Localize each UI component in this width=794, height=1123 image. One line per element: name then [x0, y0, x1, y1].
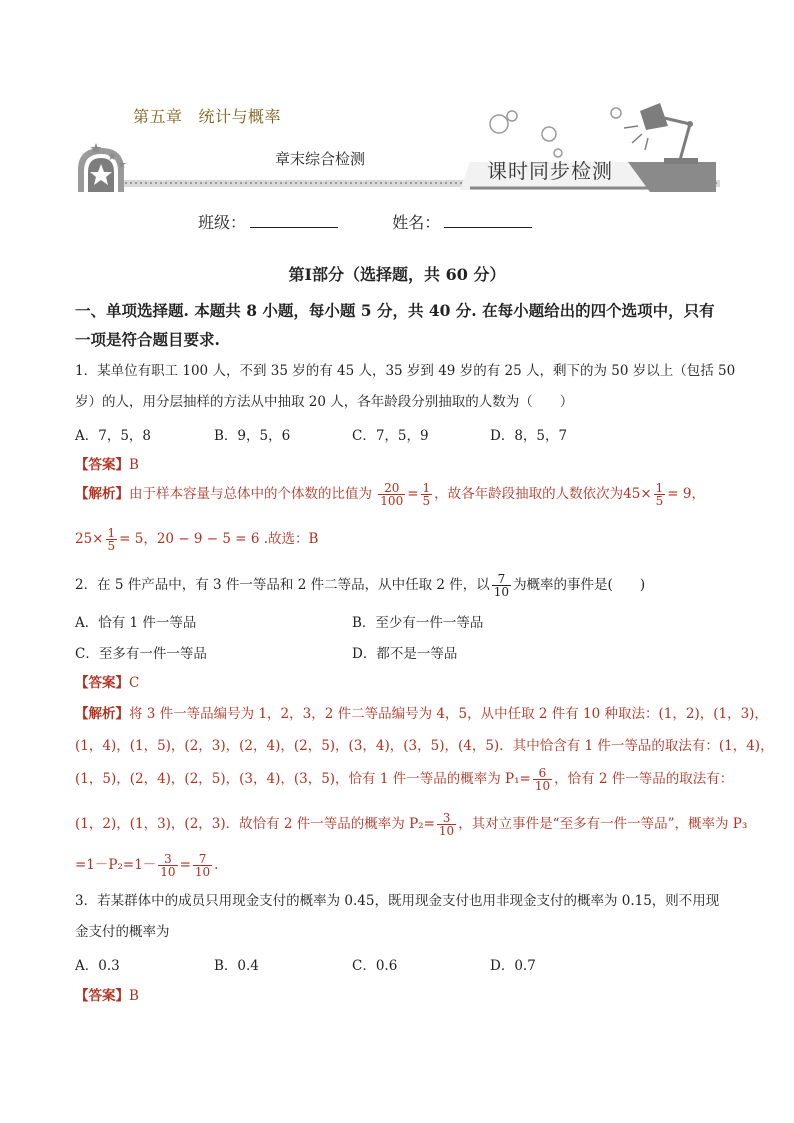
q1-analysis-line2: [75, 527, 318, 552]
q2-stem: [75, 573, 645, 598]
q2-fraction-7-10-result: $\frac{7}{10}$: [194, 852, 211, 879]
q2-analysis-period: .: [214, 857, 219, 873]
q1-analysis-text-a: 由于样本容量与总体中的个体数的比值为: [129, 486, 372, 502]
q2-analysis-text-3a: (1，5)，(2，4)，(2，5)，(3，4)，(3，5)，恰有 1 件一等品的概率为 P₁=: [75, 771, 531, 787]
star-badge-icon: [78, 143, 126, 192]
q1-analysis-tag: 【解析】: [75, 486, 129, 502]
q2-analysis-line3: [75, 767, 733, 792]
bubbles-decoration: [490, 108, 621, 157]
class-field[interactable]: [250, 213, 338, 228]
q3-answer-value: B: [129, 988, 139, 1004]
q1-result-9: = 9，: [667, 486, 705, 502]
chapter-title: [133, 104, 281, 127]
q3-stem-line1: 3．若某群体中的成员只用现金支付的概率为 0.45，既用现金支付也用非现金支付的概率为 0.15，则不用现: [75, 893, 720, 909]
desk-lamp-icon: [624, 103, 698, 164]
q1-multiply-25: 25×: [75, 531, 104, 547]
page-subtitle: 章末综合检测: [275, 150, 366, 168]
q2-answer-tag: 【答案】: [75, 675, 129, 691]
q2-analysis-text-4b: ，其对立事件是“至多有一件一等品”，概率为 P₃: [458, 816, 748, 832]
q1-multiply-45: 45×: [623, 486, 652, 502]
part-title: 第Ⅰ部分（选择题，共 60 分）: [288, 265, 506, 284]
name-field[interactable]: [444, 213, 532, 228]
q2-option-d: D．都不是一等品: [352, 646, 458, 662]
class-label: 班级：: [198, 213, 247, 232]
q2-analysis-tag: 【解析】: [75, 706, 129, 722]
q1-analysis-text-c: 20 − 9 − 5 = 6 .故选：B: [156, 531, 319, 547]
student-info-row: [198, 210, 532, 233]
header-banner-graphic: [0, 0, 794, 200]
q3-option-a: A．0.3: [75, 958, 120, 974]
q2-analysis-line2: (1，4)，(1，5)，(2，3)，(2，4)，(2，5)，(3，4)，(3，5)，(4，5)．其中恰含有 1 件一等品的取法有：(1，4)，: [75, 738, 774, 754]
banner-title: 课时同步检测: [487, 159, 613, 183]
q1-fraction-1-5-second: $\frac{1}{5}$: [655, 481, 664, 508]
q1-equals: =: [407, 486, 419, 502]
q1-answer-value: B: [129, 457, 139, 473]
q1-option-c: C．7，5，9: [352, 428, 429, 444]
q1-stem-line2: 岁）的人，用分层抽样的方法从中抽取 20 人，各年龄段分别抽取的人数为（ ）: [75, 394, 574, 410]
q2-analysis-equals: =: [179, 857, 191, 873]
q2-fraction-3-10-second: $\frac{3}{10}$: [160, 852, 176, 879]
q1-stem-line1: 1．某单位有职工 100 人，不到 35 岁的有 45 人，35 岁到 49 岁的有 25 人，剩下的为 50 岁以上（包括 50: [75, 363, 736, 379]
q3-answer: [75, 986, 139, 1006]
q1-answer: [75, 455, 139, 475]
q1-fraction-1-5: $\frac{1}{5}$: [422, 481, 431, 508]
q2-analysis-text-1: 将 3 件一等品编号为 1，2，3，2 件二等品编号为 4，5，从中任取 2 件有 10 种取法：(1，2)，(1，3)，: [129, 706, 768, 722]
q1-option-b: B．9，5，6: [214, 428, 291, 444]
q2-stem-text-a: 2．在 5 件产品中，有 3 件一等品和 2 件二等品，从中任取 2 件，以: [75, 577, 490, 593]
q2-analysis-text-4a: (1，2)，(1，3)，(2，3)．故恰有 2 件一等品的概率为 P₂=: [75, 816, 435, 832]
q2-analysis-line1: [75, 704, 768, 724]
q2-answer-value: C: [129, 675, 140, 691]
q2-fraction-3-10: $\frac{3}{10}$: [438, 811, 455, 838]
q1-answer-tag: 【答案】: [75, 457, 129, 473]
q1-result-5: = 5，: [119, 531, 157, 547]
section-title: 一、单项选择题. 本题共 8 小题，每小题 5 分，共 40 分. 在每小题给出的四个选项中，只有一项是符合题目要求.: [75, 301, 715, 349]
q1-fraction-20-100: $\frac{20}{100}$: [380, 481, 404, 508]
q3-stem-line2: 金支付的概率为: [75, 924, 170, 940]
q2-option-a: A．恰有 1 件一等品: [75, 615, 197, 631]
q1-fraction-1-5-third: $\frac{1}{5}$: [107, 526, 116, 553]
q3-answer-tag: 【答案】: [75, 988, 129, 1004]
q1-analysis-text-b: ，故各年龄段抽取的人数依次为: [434, 486, 624, 502]
q2-analysis-line5: [75, 853, 218, 878]
q2-answer: [75, 673, 139, 693]
name-label: 姓名：: [392, 213, 441, 232]
q1-analysis-line1: [75, 482, 705, 507]
q1-option-d: D．8，5，7: [490, 428, 568, 444]
q3-option-d: D．0.7: [490, 958, 536, 974]
chapter-number: 第五章: [133, 107, 183, 126]
q2-stem-text-b: 为概率的事件是( ): [513, 577, 646, 593]
q2-fraction-6-10: $\frac{6}{10}$: [534, 766, 551, 793]
q2-analysis-line4: [75, 812, 747, 837]
q2-option-b: B．至少有一件一等品: [352, 615, 484, 631]
q2-analysis-text-3b: ，恰有 2 件一等品的取法有：: [554, 771, 734, 787]
q3-option-c: C．0.6: [352, 958, 398, 974]
q1-option-a: A．7，5，8: [75, 428, 152, 444]
q3-option-b: B．0.4: [214, 958, 259, 974]
q2-analysis-text-5a: =1－P₂=1－: [75, 857, 157, 873]
q2-option-c: C．至多有一件一等品: [75, 646, 207, 662]
q2-fraction-7-10: $\frac{7}{10}$: [493, 572, 510, 599]
chapter-name: 统计与概率: [198, 107, 282, 126]
